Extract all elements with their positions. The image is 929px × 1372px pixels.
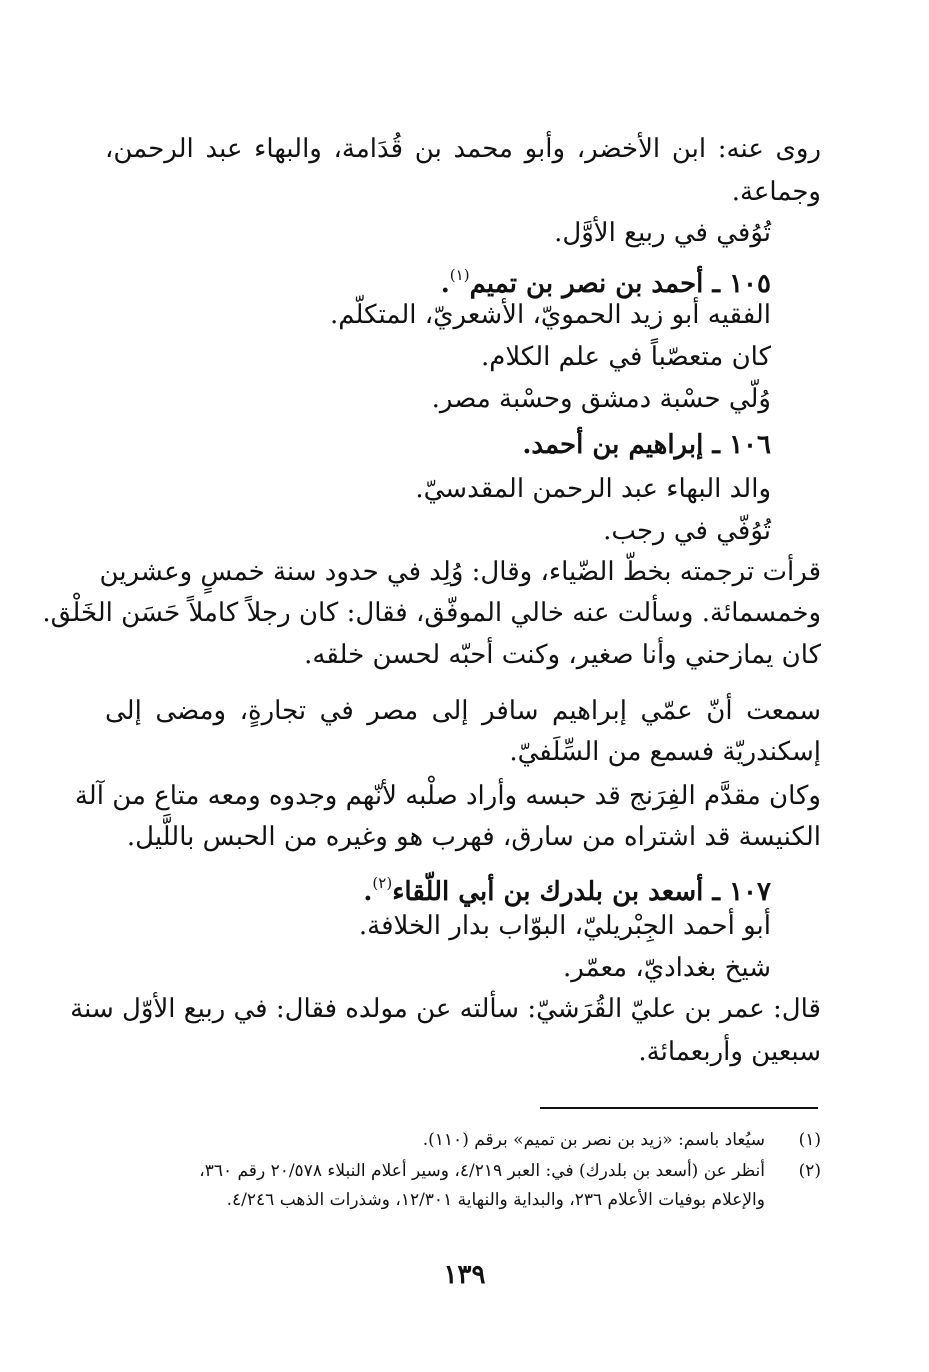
page-number: ١٣٩: [443, 1260, 486, 1290]
text-line: روى عنه: ابن الأخضر، وأبو محمد بن قُدَامة، والبهاء عبد الرحمن،: [105, 134, 821, 164]
text-line: قرأت ترجمته بخطّ الضّياء، وقال: وُلِد في حدود سنة خمسٍ وعشرين: [99, 557, 821, 587]
footnote-number: (١): [798, 1130, 821, 1150]
text-line: كان يمازحني وأنا صغير، وكنت أحبّه لحسن خلقه.: [304, 640, 821, 670]
footnote-text: سيُعاد باسم: «زيد بن نصر بن تميم» برقم (١١٠).: [422, 1130, 765, 1150]
footnote-text: أنظر عن (أسعد بن بلدرك) في: العبر ٤/٢١٩، وسير أعلام النبلاء ٢٠/٥٧٨ رقم ٣٦٠،: [199, 1161, 765, 1181]
footnote-number: (٢): [798, 1161, 821, 1181]
entry-title-end: .: [363, 877, 373, 907]
entry-title-end: .: [440, 269, 450, 299]
entry-title: ١٠٥ ـ أحمد بن نصر بن تميم: [469, 269, 771, 299]
text-line: قال: عمر بن عليّ القُرَشيّ: سألته عن مولده فقال: في ربيع الأوّل سنة: [70, 994, 821, 1024]
footnote-ref: (٢): [372, 874, 393, 892]
footnote-2-continued: والإعلام بوفيات الأعلام ٢٣٦، والبداية والنهاية ١٢/٣٠١، وشذرات الذهب ٤/٢٤٦.: [226, 1190, 765, 1210]
text-line: سبعين وأربعمائة.: [638, 1037, 821, 1067]
text-line: الكنيسة قد اشتراه من سارق، فهرب هو وغيره من الحبس باللَّيل.: [126, 822, 821, 852]
text-line: تُوُفّي في رجب.: [603, 516, 771, 546]
footnote-separator: [540, 1107, 818, 1109]
text-line: تُوُفي في ربيع الأوَّل.: [554, 218, 771, 248]
text-line: وخمسمائة. وسألت عنه خالي الموفّق، فقال: كان رجلاً كاملاً حَسَن الخَلْق.: [42, 598, 821, 628]
text-line: سمعت أنّ عمّي إبراهيم سافر إلى مصر في تجارةٍ، ومضى إلى: [105, 696, 821, 726]
text-line: وُلّي حسْبة دمشق وحسْبة مصر.: [431, 384, 771, 414]
footnote-ref: (١): [449, 266, 470, 284]
entry-heading-106: ١٠٦ ـ إبراهيم بن أحمد.: [522, 430, 771, 460]
entry-heading-105: [441, 258, 771, 301]
entry-title: ١٠٧ ـ أسعد بن بلدرك بن أبي اللّقاء: [392, 877, 771, 907]
footnote-1: [109, 1127, 821, 1153]
text-line: وكان مقدَّم الفِرَنج قد حبسه وأراد صلْبه لأنّهم وجدوه ومعه متاع من آلة: [74, 781, 821, 811]
text-line: والد البهاء عبد الرحمن المقدسيّ.: [415, 474, 771, 504]
text-line: أبو أحمد الجِبْريليّ، البوّاب بدار الخلافة.: [358, 911, 771, 941]
text-line: شيخ بغداديّ، معمّر.: [562, 953, 771, 983]
text-line: إسكندريّة فسمع من السِّلَفيّ.: [509, 737, 821, 767]
entry-heading-107: [363, 866, 771, 909]
text-line: كان متعصّباً في علم الكلام.: [481, 342, 771, 372]
footnote-2: [109, 1158, 821, 1184]
text-line: الفقيه أبو زيد الحمويّ، الأشعريّ، المتكلّم.: [329, 300, 771, 330]
text-line: وجماعة.: [731, 177, 821, 207]
